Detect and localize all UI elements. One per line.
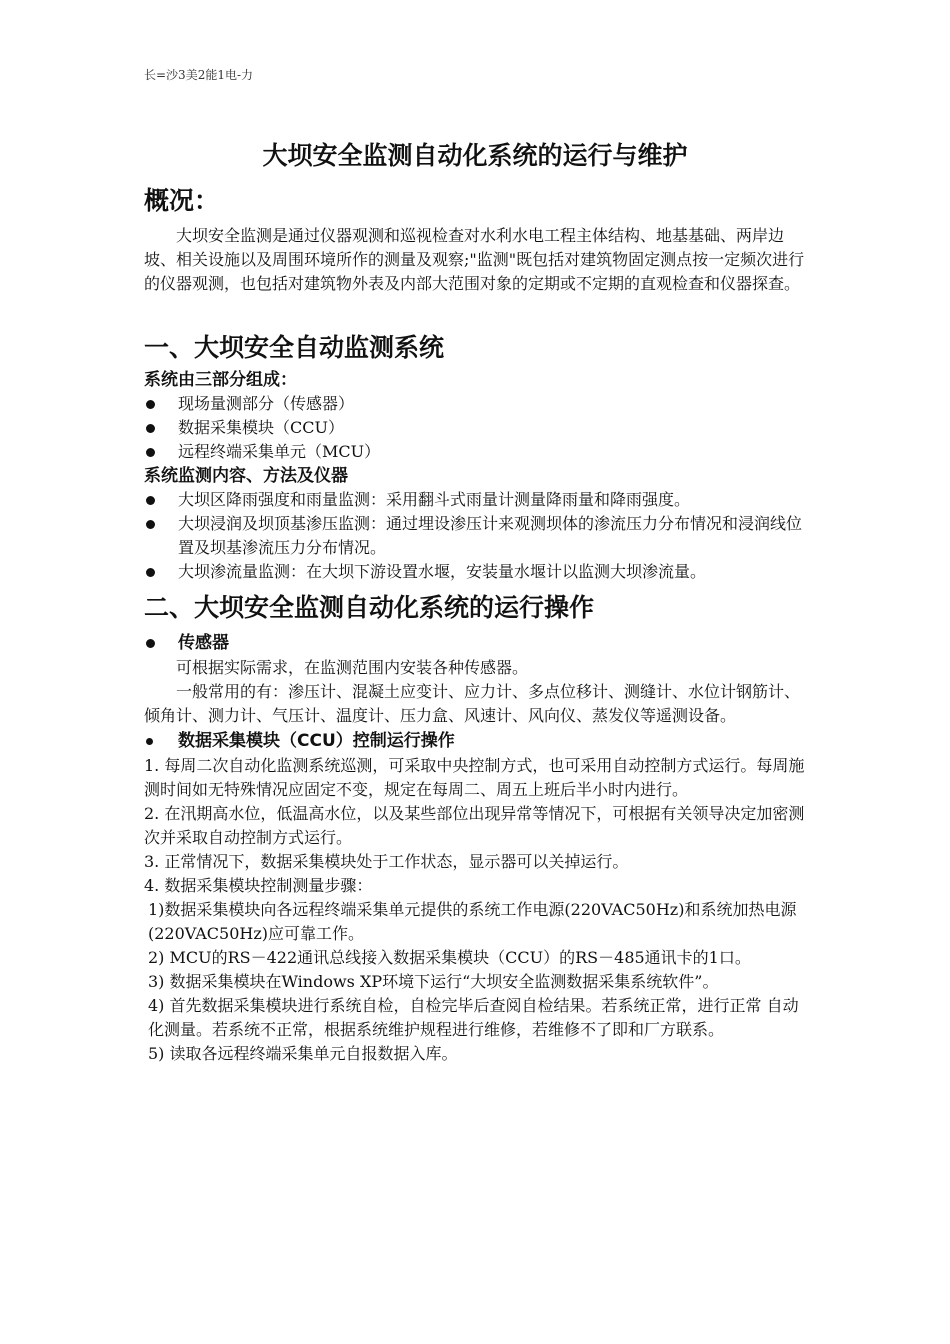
list-item: 数据采集模块（CCU） [144,416,812,440]
section1-subheading-components: 系统由三部分组成： [144,370,297,390]
ccu-item-3: 3. 正常情况下，数据采集模块处于工作状态，显示器可以关掉运行。 [144,852,629,871]
sensor-paragraph-2: 一般常用的有：渗压计、混凝土应变计、应力计、多点位移计、测缝计、水位计钢筋计、倾角计、测力计、气压计、温度计、压力盒、风速计、风向仪、蒸发仪等遥测设备。 [144,682,801,725]
ccu-heading: 数据采集模块（CCU）控制运行操作 [144,728,812,754]
bullet-icon [146,448,155,457]
list-item: 大坝浸润及坝顶基渗压监测：通过埋设渗压计来观测坝体的渗流压力分布情况和浸润线位置及坝基渗流压力分布情况。 [144,512,812,560]
step-3: 3) 数据采集模块在Windows XP环境下运行“大坝安全监测数据采集系统软件”。 [148,972,719,991]
bullet-icon [146,639,155,648]
methods-list [144,488,812,584]
overview-heading: 概况： [144,186,220,215]
step-2: 2) MCU的RS－422通讯总线接入数据采集模块（CCU）的RS－485通讯卡的1口。 [148,948,751,967]
list-item: 大坝渗流量监测：在大坝下游设置水堰，安装量水堰计以监测大坝渗流量。 [144,560,812,584]
bullet-icon [146,400,155,409]
ccu-item-2: 2. 在汛期高水位，低温高水位，以及某些部位出现异常等情况下，可根据有关领导决定加密测次并采取自动控制方式运行。 [144,804,805,847]
section1-subheading-methods: 系统监测内容、方法及仪器 [144,466,348,486]
overview-paragraph: 大坝安全监测是通过仪器观测和巡视检查对水利水电工程主体结构、地基基础、两岸边坡、相关设施以及周围环境所作的测量及观察;"监测"既包括对建筑物固定测点按一定频次进行的仪器观测，也包括对建筑物外表及内部大范围对象的定期或不定期的直观检查和仪器探查。 [144,226,805,293]
section1-heading: 一、大坝安全自动监测系统 [144,333,445,362]
bullet-icon [146,424,155,433]
document-body [144,180,812,1066]
ccu-item-1: 1. 每周二次自动化监测系统巡测，可采取中央控制方式，也可采用自动控制方式运行。每周施测时间如无特殊情况应固定不变，规定在每周二、周五上班后半小时内进行。 [144,756,805,799]
step-1: 1)数据采集模块向各远程终端采集单元提供的系统工作电源(220VAC50Hz)和系统加热电源 (220VAC50Hz)应可靠工作。 [148,900,797,943]
step-4: 4) 首先数据采集模块进行系统自检，自检完毕后查阅自检结果。若系统正常，进行正常 自动化测量。若系统不正常，根据系统维护规程进行维修，若维修不了即和厂方联系。 [148,996,799,1039]
sensor-paragraph-1: 可根据实际需求，在监测范围内安装各种传感器。 [176,658,529,677]
components-list [144,392,812,464]
bullet-icon [146,568,155,577]
section2-heading: 二、大坝安全监测自动化系统的运行操作 [144,593,595,622]
bullet-icon [146,496,155,505]
bullet-icon [146,738,153,745]
header-note: 长=沙3美2能1电-力 [144,68,254,82]
document-title: 大坝安全监测自动化系统的运行与维护 [262,141,688,170]
bullet-icon [146,520,155,529]
list-item: 大坝区降雨强度和雨量监测：采用翻斗式雨量计测量降雨量和降雨强度。 [144,488,812,512]
list-item: 现场量测部分（传感器） [144,392,812,416]
ccu-item-4: 4. 数据采集模块控制测量步骤： [144,876,373,895]
list-item: 远程终端采集单元（MCU） [144,440,812,464]
step-5: 5) 读取各远程终端采集单元自报数据入库。 [148,1044,458,1063]
sensor-heading: 传感器 [144,630,812,656]
